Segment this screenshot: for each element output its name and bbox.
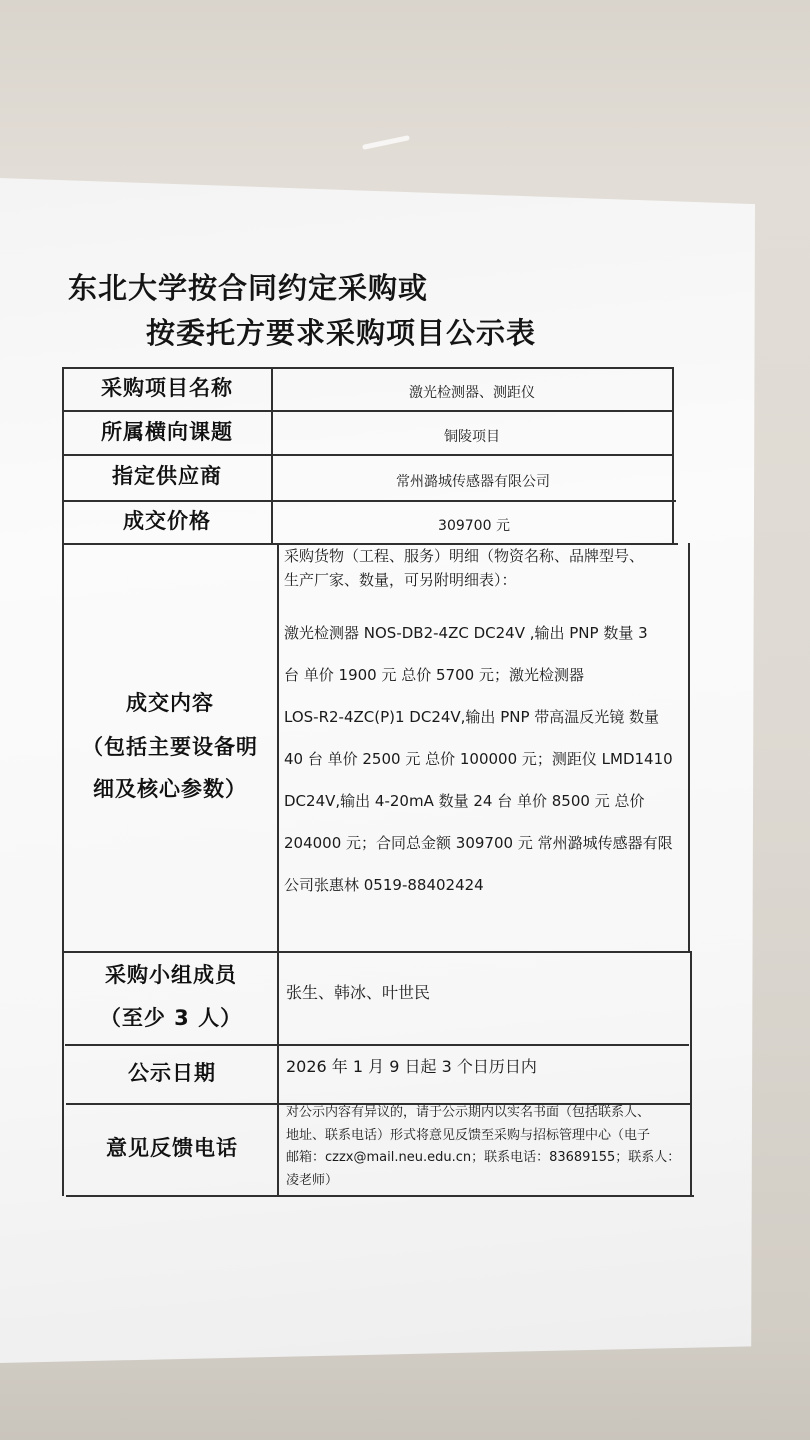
value-subject: 铜陵项目 bbox=[444, 429, 500, 445]
table-rule bbox=[65, 1044, 689, 1046]
detail-line: DC24V,输出 4-20mA 数量 24 台 单价 8500 元 总价 bbox=[284, 792, 645, 810]
feedback-line: 对公示内容有异议的，请于公示期内以实名书面（包括联系人、 bbox=[286, 1105, 651, 1120]
feedback-line: 地址、联系电话）形式将意见反馈至采购与招标管理中心（电子 bbox=[286, 1127, 651, 1143]
content-detail bbox=[284, 544, 680, 906]
detail-intro-line: 生产厂家、数量，可另附明细表）： bbox=[284, 571, 517, 589]
value-project-name: 激光检测器、测距仪 bbox=[409, 385, 535, 401]
value-price: 309700 元 bbox=[438, 518, 510, 534]
feedback-line: 凌老师） bbox=[286, 1172, 339, 1188]
table-border-right bbox=[690, 951, 692, 1196]
label-price: 成交价格 bbox=[123, 509, 211, 533]
page-title-line2: 按委托方要求采购项目公示表 bbox=[146, 316, 537, 350]
detail-line: 204000 元；合同总金额 309700 元 常州潞城传感器有限 bbox=[284, 834, 673, 852]
table-rule bbox=[64, 951, 690, 953]
value-date: 2026 年 1 月 9 日起 3 个日历日内 bbox=[286, 1057, 537, 1076]
value-supplier: 常州潞城传感器有限公司 bbox=[396, 474, 550, 490]
detail-line: 台 单价 1900 元 总价 5700 元；激光检测器 bbox=[284, 666, 584, 684]
table-border-right bbox=[688, 543, 690, 953]
detail-line: 40 台 单价 2500 元 总价 100000 元；测距仪 LMD1410 bbox=[284, 750, 673, 768]
label-feedback: 意见反馈电话 bbox=[106, 1136, 238, 1160]
detail-body bbox=[284, 612, 680, 906]
value-feedback bbox=[286, 1102, 684, 1192]
table-rule bbox=[66, 1195, 694, 1197]
detail-line: LOS-R2-4ZC(P)1 DC24V,输出 PNP 带高温反光镜 数量 bbox=[284, 708, 660, 726]
label-date: 公示日期 bbox=[128, 1061, 216, 1085]
page-title-line1: 东北大学按合同约定采购或 bbox=[68, 271, 429, 305]
detail-line: 激光检测器 NOS-DB2-4ZC DC24V ,输出 PNP 数量 3 bbox=[284, 624, 648, 642]
value-team: 张生、韩冰、叶世民 bbox=[286, 983, 431, 1002]
detail-line: 公司张惠林 0519-88402424 bbox=[284, 876, 484, 894]
table-divider bbox=[277, 543, 279, 1196]
label-team-1: 采购小组成员 bbox=[105, 963, 237, 987]
label-content-2: （包括主要设备明 bbox=[82, 735, 258, 759]
label-content-1: 成交内容 bbox=[126, 691, 214, 715]
detail-intro-line: 采购货物（工程、服务）明细（物资名称、品牌型号、 bbox=[284, 547, 645, 565]
label-supplier: 指定供应商 bbox=[112, 464, 222, 488]
label-subject: 所属横向课题 bbox=[101, 420, 233, 444]
label-project-name: 采购项目名称 bbox=[101, 376, 233, 400]
label-content-3: 细及核心参数） bbox=[93, 777, 247, 801]
label-team-2: （至少 3 人） bbox=[99, 1006, 243, 1030]
feedback-line: 邮箱：czzx@mail.neu.edu.cn；联系电话：83689155；联系人： bbox=[286, 1150, 681, 1165]
